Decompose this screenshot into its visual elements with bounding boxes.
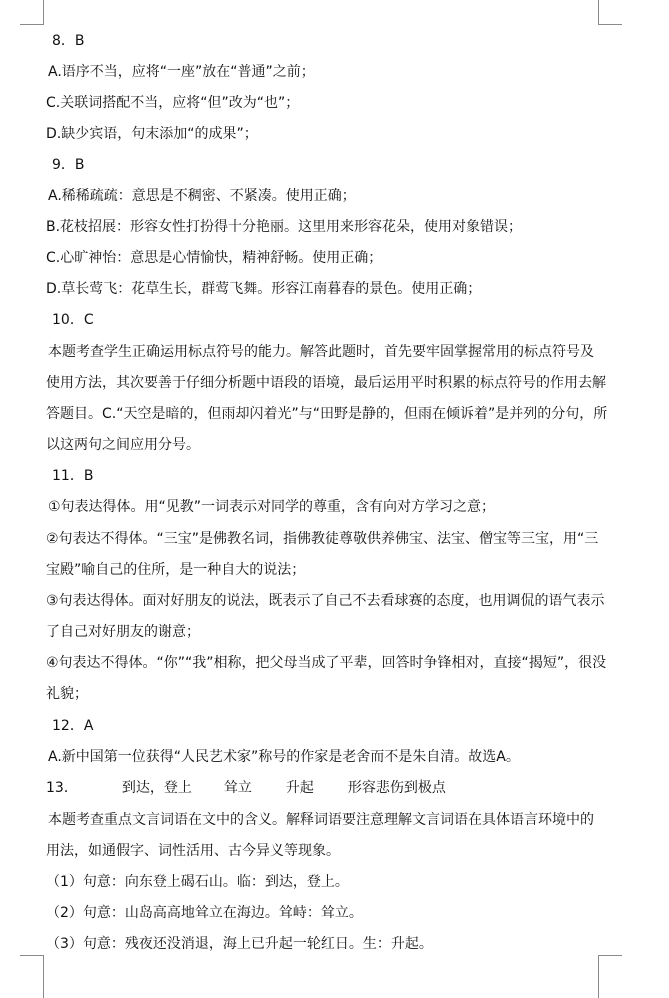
q13-answer-4: 形容悲伤到极点	[347, 780, 446, 796]
q9-option-a: A.稀稀疏疏：意思是不稠密、不紧凑。使用正确；	[48, 188, 356, 204]
q9-option-c: C.心旷神怡：意思是心情愉快，精神舒畅。使用正确；	[46, 250, 383, 266]
q13-sub-1: （1）句意：向东登上碣石山。临：到达，登上。	[46, 874, 349, 890]
q11-item-2-line-2: 宝殿”喻自己的住所，是一种自大的说法；	[46, 562, 306, 578]
q13-sub-2: （2）句意：山岛高高地耸立在海边。耸峙：耸立。	[46, 905, 363, 921]
q10-explanation-line-2: 使用方法，其次要善于仔细分析题中语段的语境，最后运用平时积累的标点符号的作用去解	[46, 375, 606, 391]
q11-item-4-line-1: ④句表达不得体。“你”“我”相称，把父母当成了平辈，回答时争锋相对，直接“揭短”，很没	[46, 655, 607, 671]
q13-number: 13．	[46, 780, 78, 796]
q13-explanation-line-1: 本题考查重点文言词语在文中的含义。解释词语要注意理解文言词语在具体语言环境中的	[48, 812, 594, 828]
q8-answer: 8．B	[52, 33, 85, 49]
q13-answer-3: 升起	[285, 780, 314, 796]
crop-mark-top-left-h	[20, 24, 44, 25]
crop-mark-bottom-left-v	[43, 955, 44, 998]
q13-answers	[46, 778, 446, 798]
crop-mark-top-right-v	[598, 0, 599, 24]
q8-option-a: A.语序不当，应将“一座”放在“普通”之前；	[48, 64, 315, 80]
q8-option-d: D.缺少宾语，句末添加“的成果”；	[46, 126, 258, 142]
q11-item-2-line-1: ②句表达不得体。“三宝”是佛教名词，指佛教徒尊敬供养佛宝、法宝、僧宝等三宝，用“三	[46, 531, 599, 547]
q11-item-3-line-1: ③句表达得体。面对好朋友的说法，既表示了自己不去看球赛的态度，也用调侃的语气表示	[46, 593, 605, 609]
q9-option-d: D.草长莺飞：花草生长，群莺飞舞。形容江南暮春的景色。使用正确；	[46, 281, 482, 297]
crop-mark-top-right-h	[598, 24, 622, 25]
q13-answer-2: 耸立	[223, 780, 252, 796]
crop-mark-top-left-v	[43, 0, 44, 24]
q13-explanation-line-2: 用法，如通假字、词性活用、古今异义等现象。	[46, 843, 340, 859]
q10-explanation-line-1: 本题考查学生正确运用标点符号的能力。解答此题时，首先要牢固掌握常用的标点符号及	[48, 344, 594, 360]
q10-explanation-line-3: 答题目。C.“天空是暗的，但雨却闪着光”与“田野是静的，但雨在倾诉着”是并列的分句，所	[46, 406, 608, 422]
q12-option-a: A.新中国第一位获得“人民艺术家”称号的作家是老舍而不是朱自清。故选A。	[48, 749, 520, 765]
q8-option-c: C.关联词搭配不当，应将“但”改为“也”；	[46, 95, 300, 111]
q11-item-4-line-2: 礼貌；	[46, 686, 88, 702]
q11-item-3-line-2: 了自己对好朋友的谢意；	[46, 624, 200, 640]
q13-answer-1: 到达，登上	[121, 780, 192, 796]
q11-item-1: ①句表达得体。用“见教”一词表示对同学的尊重，含有向对方学习之意；	[48, 499, 496, 515]
crop-mark-bottom-right-v	[598, 955, 599, 998]
crop-mark-bottom-right-h	[598, 955, 622, 956]
q10-answer: 10．C	[52, 312, 94, 328]
q9-option-b: B.花枝招展：形容女性打扮得十分艳丽。这里用来形容花朵，使用对象错误；	[46, 219, 523, 235]
crop-mark-bottom-left-h	[20, 955, 44, 956]
q11-answer: 11．B	[52, 468, 94, 484]
q12-answer: 12．A	[52, 718, 94, 734]
q10-explanation-line-4: 以这两句之间应用分号。	[46, 437, 200, 453]
q9-answer: 9．B	[52, 157, 85, 173]
q13-sub-3: （3）句意：残夜还没消退，海上已升起一轮红日。生：升起。	[46, 936, 433, 952]
